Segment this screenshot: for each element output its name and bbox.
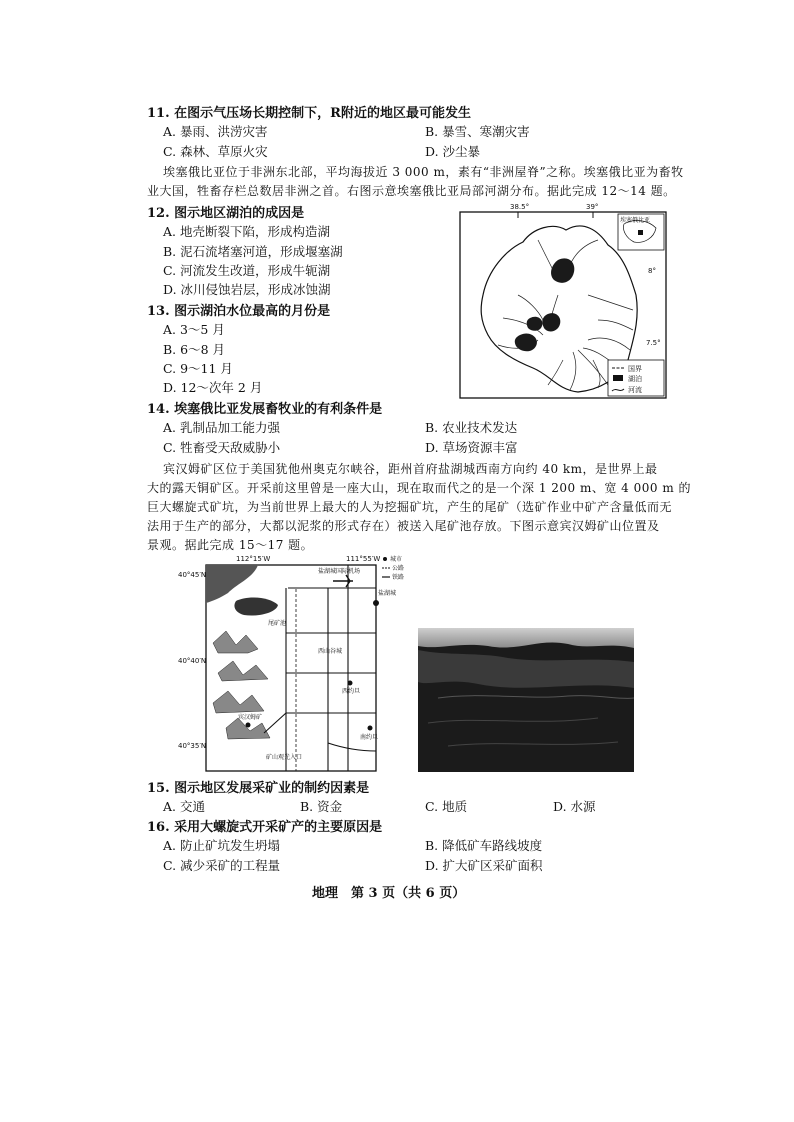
q13-option-a: A. 3～5 月: [163, 322, 225, 337]
inset-label: 埃塞俄比亚: [620, 217, 651, 224]
q15-option-d: D. 水源: [553, 799, 596, 814]
passage2-line3: 巨大螺旋式矿坑，为当前世界上最大的人为挖掘矿坑，产生的尾矿（选矿作业中矿产含量低而无: [147, 500, 673, 514]
lake-langano: [527, 317, 543, 331]
legend-border: 国界: [628, 365, 642, 373]
city-dot-3: [368, 726, 373, 731]
legend-lake: 湖泊: [628, 375, 642, 383]
q16-option-d: D. 扩大矿区采矿面积: [425, 858, 543, 873]
map-lon-39: 39°: [586, 203, 599, 211]
q12-option-d: D. 冰川侵蚀岩层，形成冰蚀湖: [163, 282, 331, 297]
q12-option-a: A. 地壳断裂下陷，形成构造湖: [163, 224, 330, 239]
q11-option-a: A. 暴雨、洪涝灾害: [163, 124, 268, 139]
city3-label: 南约旦: [360, 734, 379, 741]
map-lat-8: 8°: [648, 267, 656, 275]
legend-road: 公路: [392, 565, 405, 572]
map-lat-3: 40°35′N: [178, 742, 207, 750]
mine-dot: [246, 723, 251, 728]
q12-option-b: B. 泥石流堵塞河道，形成堰塞湖: [163, 244, 343, 259]
q15-option-a: A. 交通: [163, 799, 205, 814]
q15-stem: 15. 图示地区发展采矿业的制约因素是: [147, 781, 370, 796]
q12-option-c: C. 河流发生改道，形成牛轭湖: [163, 263, 331, 278]
q13-stem: 13. 图示湖泊水位最高的月份是: [147, 304, 331, 319]
city-dot-2: [348, 681, 353, 686]
passage1-line2: 业大国，牲畜存栏总数居非洲之首。右图示意埃塞俄比亚局部河湖分布。据此完成 12～14 题。: [147, 184, 676, 198]
q16-option-a: A. 防止矿坑发生坍塌: [163, 838, 280, 853]
q14-stem: 14. 埃塞俄比亚发展畜牧业的有利条件是: [147, 402, 383, 417]
q13-option-c: C. 9～11 月: [163, 361, 233, 376]
q11-option-b: B. 暴雪、寒潮灾害: [425, 124, 530, 139]
page-footer: 地理 第 3 页（共 6 页）: [312, 886, 466, 901]
city2-label: 西约旦: [342, 688, 361, 695]
q11-option-d: D. 沙尘暴: [425, 144, 481, 159]
map-lat-1: 40°45′N: [178, 571, 207, 579]
map-lat-2: 40°40′N: [178, 657, 207, 665]
legend-river: 河流: [628, 386, 642, 394]
q13-option-b: B. 6～8 月: [163, 342, 226, 357]
q11-option-c: C. 森林、草原火灾: [163, 144, 268, 159]
q14-option-a: A. 乳制品加工能力强: [163, 420, 280, 435]
q11-stem: 11. 在图示气压场长期控制下，R附近的地区最可能发生: [147, 106, 471, 121]
q16-stem: 16. 采用大螺旋式开采矿产的主要原因是: [147, 820, 383, 835]
bingham-location-map: [178, 553, 420, 773]
passage2-line2: 大的露天铜矿区。开采前这里曾是一座大山，现在取而代之的是一个深 1 200 m、宽 4 000 m 的: [147, 481, 692, 495]
mine-entry-label: 矿山观光入口: [266, 754, 303, 761]
legend-rail: 铁路: [392, 574, 405, 581]
legend-city: 城市: [390, 556, 403, 563]
map-lat-7-5: 7.5°: [646, 339, 661, 347]
tailings-label: 尾矿池: [268, 620, 287, 627]
bingham-mine-photo: [418, 628, 634, 772]
q16-option-c: C. 减少采矿的工程量: [163, 858, 281, 873]
q14-option-b: B. 农业技术发达: [425, 420, 518, 435]
city-dot-slc: [373, 600, 379, 606]
q12-stem: 12. 图示地区湖泊的成因是: [147, 206, 305, 221]
q13-option-d: D. 12～次年 2 月: [163, 380, 263, 395]
westvalley-label: 西山谷城: [318, 648, 343, 655]
q14-option-d: D. 草场资源丰富: [425, 440, 518, 455]
passage2-line4: 法用于生产的部分，大都以泥浆的形式存在）被送入尾矿池存放。下图示意宾汉姆矿山位置及: [147, 519, 660, 533]
map-lon-112: 112°15′W: [236, 555, 271, 563]
airport-label: 盐湖城国际机场: [318, 568, 361, 575]
city-slc-label: 盐湖城: [378, 590, 397, 597]
q16-option-b: B. 降低矿车路线坡度: [425, 838, 543, 853]
map-lon-38-5: 38.5°: [510, 203, 530, 211]
map-lon-111: 111°55′W: [346, 555, 381, 563]
passage1-line1: 埃塞俄比亚位于非洲东北部，平均海拔近 3 000 m，素有“非洲屋脊”之称。埃塞俄比亚为畜牧: [163, 165, 684, 179]
q14-option-c: C. 牲畜受天敌威胁小: [163, 440, 281, 455]
mine-label: 宾汉姆矿: [238, 714, 263, 721]
ethiopia-lakes-map: [458, 200, 670, 400]
passage2-line5: 景观。据此完成 15～17 题。: [147, 538, 314, 552]
q15-option-b: B. 资金: [300, 799, 343, 814]
passage2-line1: 宾汉姆矿区位于美国犹他州奥克尔峡谷，距州首府盐湖城西南方向约 40 km，是世界上最: [163, 462, 658, 476]
q15-option-c: C. 地质: [425, 799, 468, 814]
